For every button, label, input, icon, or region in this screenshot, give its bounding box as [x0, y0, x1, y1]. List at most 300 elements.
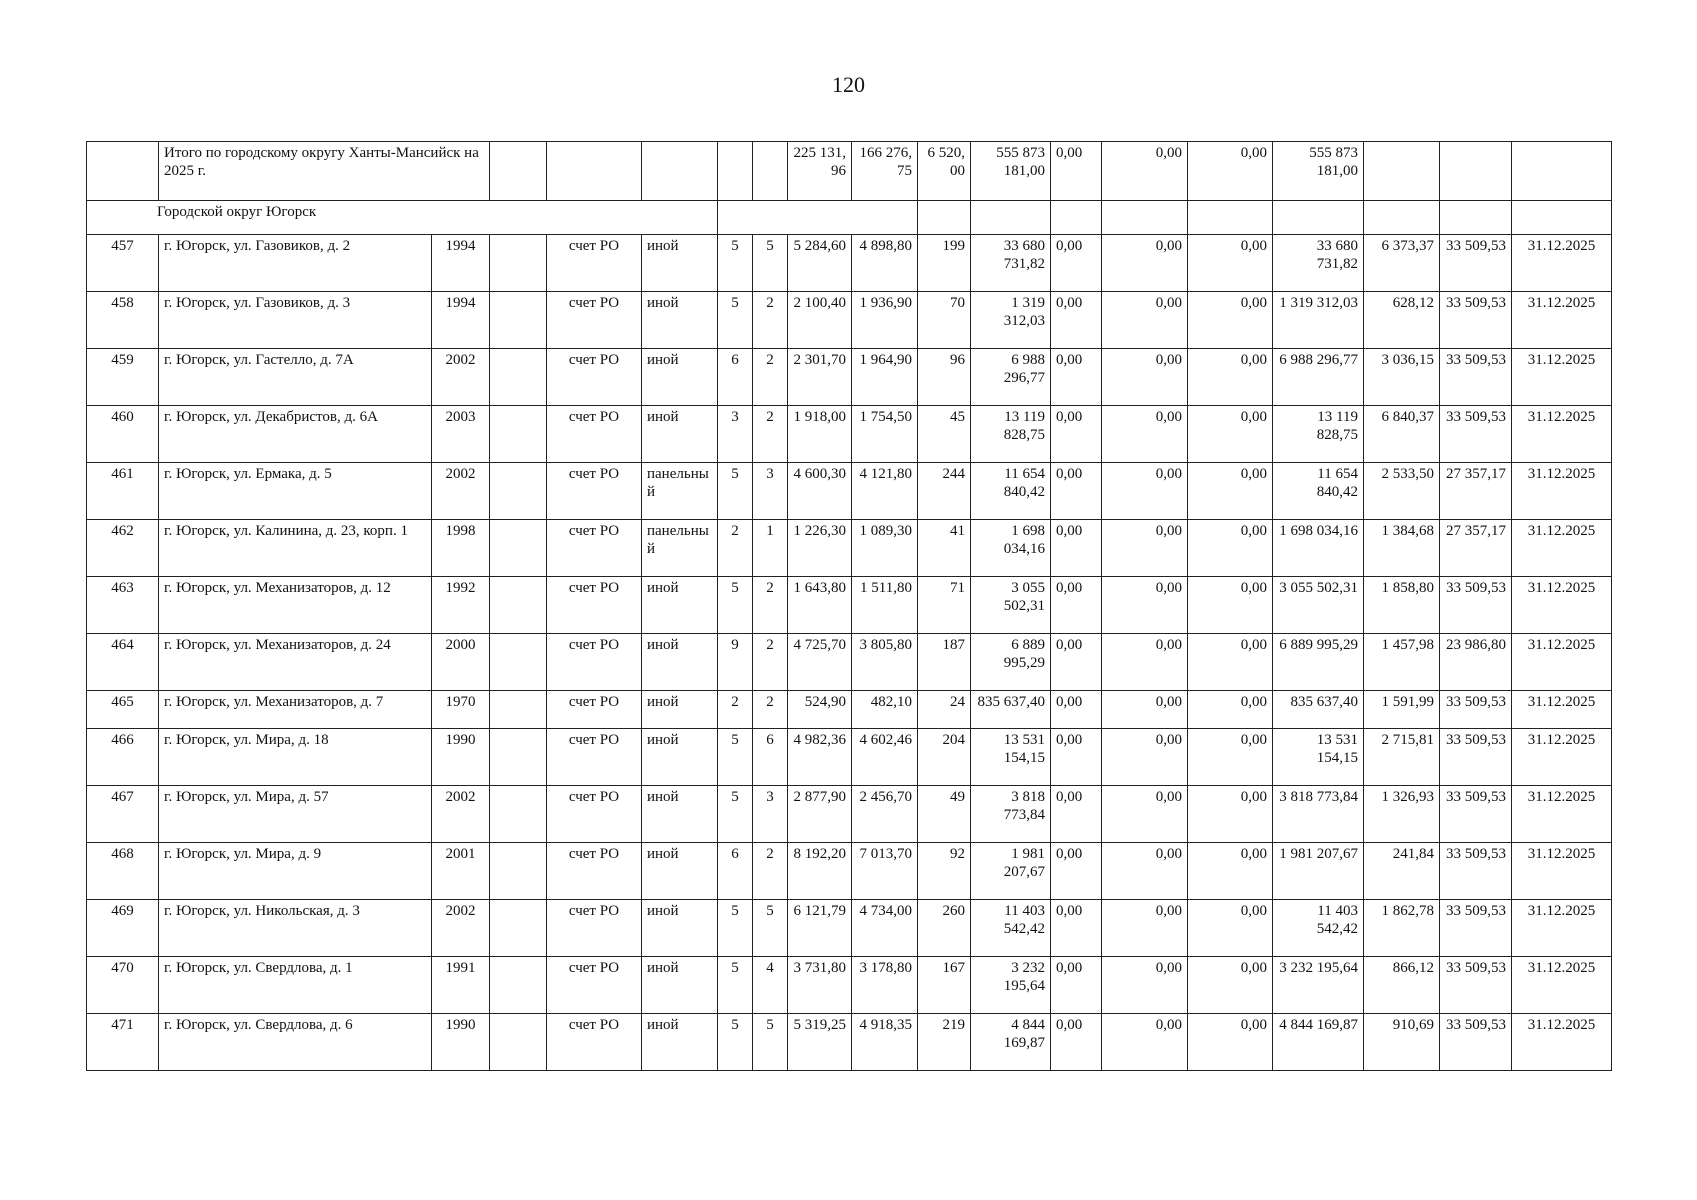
- fund-regional-cell: 0,00: [1102, 843, 1188, 900]
- section-row: [87, 201, 1612, 235]
- living-area-cell: 1 089,30: [852, 520, 918, 577]
- wall-material-cell: иной: [642, 843, 718, 900]
- residents-cell: 49: [918, 786, 971, 843]
- limit-cost-cell: 33 509,53: [1440, 349, 1512, 406]
- fund-local-cell: 0,00: [1188, 634, 1273, 691]
- fund-owners-cell: 6 889 995,29: [1273, 634, 1364, 691]
- fund-local-cell: 0,00: [1188, 786, 1273, 843]
- residents-cell: 199: [918, 235, 971, 292]
- section-title: Городской округ Югорск: [87, 201, 718, 235]
- account-type-cell: счет РО: [547, 634, 642, 691]
- fund-federal-cell: 0,00: [1051, 900, 1102, 957]
- fund-regional-cell: 0,00: [1102, 729, 1188, 786]
- table-row: [87, 957, 1612, 1014]
- account-type-cell: счет РО: [547, 843, 642, 900]
- living-area-cell: 3 805,80: [852, 634, 918, 691]
- limit-cost-cell: 33 509,53: [1440, 957, 1512, 1014]
- row-number-cell: 464: [87, 634, 159, 691]
- account-type-cell: счет РО: [547, 691, 642, 729]
- fund-federal-cell: 0,00: [1051, 235, 1102, 292]
- row-number-cell: 469: [87, 900, 159, 957]
- row-number-cell: 467: [87, 786, 159, 843]
- deadline-cell: 31.12.2025: [1512, 634, 1612, 691]
- limit-cost-cell: 33 509,53: [1440, 577, 1512, 634]
- repair-year-cell: [490, 235, 547, 292]
- fund-owners-cell: 6 988 296,77: [1273, 349, 1364, 406]
- table-row: [87, 729, 1612, 786]
- address-cell: г. Югорск, ул. Мира, д. 18: [159, 729, 432, 786]
- fund-owners-cell: 11 654 840,42: [1273, 463, 1364, 520]
- row-number-cell: 470: [87, 957, 159, 1014]
- row-number-cell: 462: [87, 520, 159, 577]
- total-fund-regional: 0,00: [1102, 142, 1188, 201]
- row-number-cell: 471: [87, 1014, 159, 1071]
- year-built-cell: 2001: [432, 843, 490, 900]
- residents-cell: 244: [918, 463, 971, 520]
- repair-year-cell: [490, 406, 547, 463]
- deadline-cell: 31.12.2025: [1512, 235, 1612, 292]
- year-built-cell: 2003: [432, 406, 490, 463]
- deadline-cell: 31.12.2025: [1512, 900, 1612, 957]
- repair-year-cell: [490, 957, 547, 1014]
- fund-federal-cell: 0,00: [1051, 577, 1102, 634]
- year-built-cell: 1994: [432, 235, 490, 292]
- residents-cell: 24: [918, 691, 971, 729]
- repair-cost-cell: 1 319 312,03: [971, 292, 1051, 349]
- fund-owners-cell: 3 818 773,84: [1273, 786, 1364, 843]
- floors-cell: 5: [718, 577, 753, 634]
- address-cell: г. Югорск, ул. Декабристов, д. 6А: [159, 406, 432, 463]
- floors-cell: 5: [718, 729, 753, 786]
- wall-material-cell: иной: [642, 691, 718, 729]
- year-built-cell: 2002: [432, 463, 490, 520]
- table-row: [87, 406, 1612, 463]
- limit-cost-cell: 33 509,53: [1440, 786, 1512, 843]
- residents-cell: 187: [918, 634, 971, 691]
- cost-per-m2-cell: 628,12: [1364, 292, 1440, 349]
- repair-cost-cell: 13 119 828,75: [971, 406, 1051, 463]
- fund-federal-cell: 0,00: [1051, 406, 1102, 463]
- entrances-cell: 1: [753, 520, 788, 577]
- row-number-cell: 463: [87, 577, 159, 634]
- account-type-cell: счет РО: [547, 957, 642, 1014]
- fund-federal-cell: 0,00: [1051, 691, 1102, 729]
- account-type-cell: счет РО: [547, 577, 642, 634]
- total-area-cell: 2 301,70: [788, 349, 852, 406]
- repair-year-cell: [490, 1014, 547, 1071]
- address-cell: г. Югорск, ул. Свердлова, д. 1: [159, 957, 432, 1014]
- living-area-cell: 1 511,80: [852, 577, 918, 634]
- entrances-cell: 2: [753, 691, 788, 729]
- fund-owners-cell: 13 119 828,75: [1273, 406, 1364, 463]
- account-type-cell: счет РО: [547, 729, 642, 786]
- living-area-cell: 3 178,80: [852, 957, 918, 1014]
- cost-per-m2-cell: 910,69: [1364, 1014, 1440, 1071]
- entrances-cell: 2: [753, 349, 788, 406]
- deadline-cell: 31.12.2025: [1512, 463, 1612, 520]
- limit-cost-cell: 33 509,53: [1440, 235, 1512, 292]
- row-number-cell: 466: [87, 729, 159, 786]
- repair-cost-cell: 13 531 154,15: [971, 729, 1051, 786]
- living-area-cell: 482,10: [852, 691, 918, 729]
- account-type-cell: счет РО: [547, 292, 642, 349]
- total-area-cell: 4 600,30: [788, 463, 852, 520]
- fund-federal-cell: 0,00: [1051, 634, 1102, 691]
- repair-year-cell: [490, 900, 547, 957]
- fund-regional-cell: 0,00: [1102, 957, 1188, 1014]
- residents-cell: 45: [918, 406, 971, 463]
- living-area-cell: 1 754,50: [852, 406, 918, 463]
- fund-owners-cell: 1 698 034,16: [1273, 520, 1364, 577]
- limit-cost-cell: 33 509,53: [1440, 406, 1512, 463]
- year-built-cell: 2002: [432, 349, 490, 406]
- deadline-cell: 31.12.2025: [1512, 786, 1612, 843]
- floors-cell: 9: [718, 634, 753, 691]
- total-area: 225 131,96: [788, 142, 852, 201]
- total-fund-local: 0,00: [1188, 142, 1273, 201]
- total-row: [87, 142, 1612, 201]
- entrances-cell: 6: [753, 729, 788, 786]
- fund-regional-cell: 0,00: [1102, 691, 1188, 729]
- wall-material-cell: панельный: [642, 463, 718, 520]
- total-area-cell: 1 918,00: [788, 406, 852, 463]
- total-area-cell: 5 319,25: [788, 1014, 852, 1071]
- table-row: [87, 235, 1612, 292]
- wall-material-cell: иной: [642, 577, 718, 634]
- repair-cost-cell: 11 403 542,42: [971, 900, 1051, 957]
- account-type-cell: счет РО: [547, 786, 642, 843]
- limit-cost-cell: 33 509,53: [1440, 1014, 1512, 1071]
- limit-cost-cell: 33 509,53: [1440, 729, 1512, 786]
- fund-local-cell: 0,00: [1188, 1014, 1273, 1071]
- entrances-cell: 4: [753, 957, 788, 1014]
- year-built-cell: 1990: [432, 729, 490, 786]
- repair-year-cell: [490, 729, 547, 786]
- deadline-cell: 31.12.2025: [1512, 349, 1612, 406]
- fund-local-cell: 0,00: [1188, 843, 1273, 900]
- account-type-cell: счет РО: [547, 349, 642, 406]
- repair-cost-cell: 835 637,40: [971, 691, 1051, 729]
- year-built-cell: 1992: [432, 577, 490, 634]
- floors-cell: 5: [718, 235, 753, 292]
- wall-material-cell: иной: [642, 292, 718, 349]
- floors-cell: 2: [718, 691, 753, 729]
- residents-cell: 41: [918, 520, 971, 577]
- deadline-cell: 31.12.2025: [1512, 1014, 1612, 1071]
- residents-cell: 71: [918, 577, 971, 634]
- cost-per-m2-cell: 241,84: [1364, 843, 1440, 900]
- living-area-cell: 2 456,70: [852, 786, 918, 843]
- fund-local-cell: 0,00: [1188, 406, 1273, 463]
- wall-material-cell: иной: [642, 729, 718, 786]
- row-number-cell: 457: [87, 235, 159, 292]
- repair-cost-cell: 3 055 502,31: [971, 577, 1051, 634]
- fund-local-cell: 0,00: [1188, 900, 1273, 957]
- fund-owners-cell: 1 319 312,03: [1273, 292, 1364, 349]
- residents-cell: 96: [918, 349, 971, 406]
- fund-federal-cell: 0,00: [1051, 292, 1102, 349]
- total-area-cell: 6 121,79: [788, 900, 852, 957]
- repair-year-cell: [490, 349, 547, 406]
- row-number-cell: 468: [87, 843, 159, 900]
- table-row: [87, 292, 1612, 349]
- limit-cost-cell: 27 357,17: [1440, 463, 1512, 520]
- deadline-cell: 31.12.2025: [1512, 729, 1612, 786]
- repair-cost-cell: 11 654 840,42: [971, 463, 1051, 520]
- address-cell: г. Югорск, ул. Механизаторов, д. 24: [159, 634, 432, 691]
- repair-year-cell: [490, 292, 547, 349]
- fund-regional-cell: 0,00: [1102, 634, 1188, 691]
- fund-federal-cell: 0,00: [1051, 520, 1102, 577]
- entrances-cell: 5: [753, 900, 788, 957]
- floors-cell: 5: [718, 463, 753, 520]
- total-label: Итого по городскому округу Ханты-Мансийск на 2025 г.: [159, 142, 490, 201]
- total-area-cell: 2 100,40: [788, 292, 852, 349]
- living-area-cell: 1 964,90: [852, 349, 918, 406]
- cost-per-m2-cell: 1 457,98: [1364, 634, 1440, 691]
- wall-material-cell: панельный: [642, 520, 718, 577]
- wall-material-cell: иной: [642, 900, 718, 957]
- fund-owners-cell: 3 232 195,64: [1273, 957, 1364, 1014]
- repair-cost-cell: 6 988 296,77: [971, 349, 1051, 406]
- repair-year-cell: [490, 634, 547, 691]
- row-number-cell: 461: [87, 463, 159, 520]
- residents-cell: 167: [918, 957, 971, 1014]
- total-area-cell: 1 643,80: [788, 577, 852, 634]
- capital-repair-table: [86, 141, 1612, 1071]
- fund-federal-cell: 0,00: [1051, 843, 1102, 900]
- fund-regional-cell: 0,00: [1102, 900, 1188, 957]
- deadline-cell: 31.12.2025: [1512, 577, 1612, 634]
- address-cell: г. Югорск, ул. Газовиков, д. 2: [159, 235, 432, 292]
- table-row: [87, 900, 1612, 957]
- year-built-cell: 1991: [432, 957, 490, 1014]
- repair-year-cell: [490, 786, 547, 843]
- fund-owners-cell: 13 531 154,15: [1273, 729, 1364, 786]
- year-built-cell: 2000: [432, 634, 490, 691]
- fund-local-cell: 0,00: [1188, 520, 1273, 577]
- fund-regional-cell: 0,00: [1102, 786, 1188, 843]
- cost-per-m2-cell: 2 533,50: [1364, 463, 1440, 520]
- repair-cost-cell: 3 232 195,64: [971, 957, 1051, 1014]
- fund-owners-cell: 835 637,40: [1273, 691, 1364, 729]
- limit-cost-cell: 33 509,53: [1440, 843, 1512, 900]
- row-number-cell: 465: [87, 691, 159, 729]
- address-cell: г. Югорск, ул. Ермака, д. 5: [159, 463, 432, 520]
- repair-cost-cell: 6 889 995,29: [971, 634, 1051, 691]
- fund-owners-cell: 11 403 542,42: [1273, 900, 1364, 957]
- address-cell: г. Югорск, ул. Механизаторов, д. 12: [159, 577, 432, 634]
- living-area-cell: 4 734,00: [852, 900, 918, 957]
- address-cell: г. Югорск, ул. Мира, д. 9: [159, 843, 432, 900]
- total-residents: 6 520,00: [918, 142, 971, 201]
- wall-material-cell: иной: [642, 786, 718, 843]
- cost-per-m2-cell: 866,12: [1364, 957, 1440, 1014]
- deadline-cell: 31.12.2025: [1512, 957, 1612, 1014]
- fund-federal-cell: 0,00: [1051, 729, 1102, 786]
- fund-federal-cell: 0,00: [1051, 1014, 1102, 1071]
- year-built-cell: 1998: [432, 520, 490, 577]
- repair-year-cell: [490, 520, 547, 577]
- total-area-cell: 5 284,60: [788, 235, 852, 292]
- floors-cell: 5: [718, 900, 753, 957]
- entrances-cell: 2: [753, 634, 788, 691]
- floors-cell: 6: [718, 349, 753, 406]
- fund-local-cell: 0,00: [1188, 463, 1273, 520]
- living-area-cell: 7 013,70: [852, 843, 918, 900]
- total-area-cell: 4 725,70: [788, 634, 852, 691]
- floors-cell: 2: [718, 520, 753, 577]
- table-row: [87, 634, 1612, 691]
- page-number: 120: [832, 72, 865, 97]
- address-cell: г. Югорск, ул. Мира, д. 57: [159, 786, 432, 843]
- limit-cost-cell: 33 509,53: [1440, 900, 1512, 957]
- fund-local-cell: 0,00: [1188, 349, 1273, 406]
- residents-cell: 70: [918, 292, 971, 349]
- year-built-cell: 1970: [432, 691, 490, 729]
- table-row: [87, 786, 1612, 843]
- limit-cost-cell: 23 986,80: [1440, 634, 1512, 691]
- address-cell: г. Югорск, ул. Механизаторов, д. 7: [159, 691, 432, 729]
- fund-regional-cell: 0,00: [1102, 406, 1188, 463]
- address-cell: г. Югорск, ул. Свердлова, д. 6: [159, 1014, 432, 1071]
- total-cost: 555 873 181,00: [971, 142, 1051, 201]
- fund-regional-cell: 0,00: [1102, 235, 1188, 292]
- residents-cell: 260: [918, 900, 971, 957]
- table-row: [87, 349, 1612, 406]
- table-row: [87, 691, 1612, 729]
- deadline-cell: 31.12.2025: [1512, 292, 1612, 349]
- residents-cell: 219: [918, 1014, 971, 1071]
- limit-cost-cell: 27 357,17: [1440, 520, 1512, 577]
- fund-local-cell: 0,00: [1188, 691, 1273, 729]
- fund-local-cell: 0,00: [1188, 577, 1273, 634]
- address-cell: г. Югорск, ул. Калинина, д. 23, корп. 1: [159, 520, 432, 577]
- fund-federal-cell: 0,00: [1051, 463, 1102, 520]
- row-number-cell: 459: [87, 349, 159, 406]
- account-type-cell: счет РО: [547, 406, 642, 463]
- cost-per-m2-cell: 6 373,37: [1364, 235, 1440, 292]
- fund-local-cell: 0,00: [1188, 235, 1273, 292]
- account-type-cell: счет РО: [547, 1014, 642, 1071]
- repair-year-cell: [490, 843, 547, 900]
- entrances-cell: 2: [753, 577, 788, 634]
- deadline-cell: 31.12.2025: [1512, 843, 1612, 900]
- wall-material-cell: иной: [642, 406, 718, 463]
- repair-cost-cell: 4 844 169,87: [971, 1014, 1051, 1071]
- table-row: [87, 1014, 1612, 1071]
- repair-year-cell: [490, 577, 547, 634]
- repair-year-cell: [490, 463, 547, 520]
- fund-local-cell: 0,00: [1188, 729, 1273, 786]
- living-area-cell: 4 121,80: [852, 463, 918, 520]
- cost-per-m2-cell: 1 862,78: [1364, 900, 1440, 957]
- entrances-cell: 2: [753, 843, 788, 900]
- deadline-cell: 31.12.2025: [1512, 520, 1612, 577]
- fund-local-cell: 0,00: [1188, 957, 1273, 1014]
- fund-regional-cell: 0,00: [1102, 520, 1188, 577]
- fund-owners-cell: 33 680 731,82: [1273, 235, 1364, 292]
- row-number-cell: 460: [87, 406, 159, 463]
- entrances-cell: 3: [753, 786, 788, 843]
- repair-cost-cell: 33 680 731,82: [971, 235, 1051, 292]
- total-area-cell: 3 731,80: [788, 957, 852, 1014]
- total-area-cell: 8 192,20: [788, 843, 852, 900]
- fund-regional-cell: 0,00: [1102, 349, 1188, 406]
- wall-material-cell: иной: [642, 957, 718, 1014]
- total-living-area: 166 276,75: [852, 142, 918, 201]
- cost-per-m2-cell: 1 384,68: [1364, 520, 1440, 577]
- limit-cost-cell: 33 509,53: [1440, 292, 1512, 349]
- repair-cost-cell: 1 698 034,16: [971, 520, 1051, 577]
- floors-cell: 5: [718, 786, 753, 843]
- year-built-cell: 2002: [432, 900, 490, 957]
- account-type-cell: счет РО: [547, 463, 642, 520]
- floors-cell: 3: [718, 406, 753, 463]
- total-fund-owners: 555 873 181,00: [1273, 142, 1364, 201]
- cost-per-m2-cell: 6 840,37: [1364, 406, 1440, 463]
- table-row: [87, 463, 1612, 520]
- account-type-cell: счет РО: [547, 520, 642, 577]
- entrances-cell: 2: [753, 406, 788, 463]
- deadline-cell: 31.12.2025: [1512, 406, 1612, 463]
- table-row: [87, 577, 1612, 634]
- cost-per-m2-cell: 1 326,93: [1364, 786, 1440, 843]
- total-fund-fed: 0,00: [1051, 142, 1102, 201]
- floors-cell: 5: [718, 957, 753, 1014]
- fund-federal-cell: 0,00: [1051, 349, 1102, 406]
- address-cell: г. Югорск, ул. Никольская, д. 3: [159, 900, 432, 957]
- year-built-cell: 1990: [432, 1014, 490, 1071]
- limit-cost-cell: 33 509,53: [1440, 691, 1512, 729]
- total-area-cell: 524,90: [788, 691, 852, 729]
- year-built-cell: 1994: [432, 292, 490, 349]
- row-number-cell: 458: [87, 292, 159, 349]
- floors-cell: 5: [718, 292, 753, 349]
- account-type-cell: счет РО: [547, 235, 642, 292]
- cost-per-m2-cell: 2 715,81: [1364, 729, 1440, 786]
- repair-cost-cell: 1 981 207,67: [971, 843, 1051, 900]
- wall-material-cell: иной: [642, 634, 718, 691]
- cost-per-m2-cell: 1 858,80: [1364, 577, 1440, 634]
- fund-local-cell: 0,00: [1188, 292, 1273, 349]
- living-area-cell: 1 936,90: [852, 292, 918, 349]
- repair-year-cell: [490, 691, 547, 729]
- entrances-cell: 5: [753, 235, 788, 292]
- living-area-cell: 4 602,46: [852, 729, 918, 786]
- wall-material-cell: иной: [642, 349, 718, 406]
- year-built-cell: 2002: [432, 786, 490, 843]
- address-cell: г. Югорск, ул. Гастелло, д. 7А: [159, 349, 432, 406]
- entrances-cell: 2: [753, 292, 788, 349]
- fund-regional-cell: 0,00: [1102, 577, 1188, 634]
- cost-per-m2-cell: 1 591,99: [1364, 691, 1440, 729]
- fund-regional-cell: 0,00: [1102, 292, 1188, 349]
- fund-regional-cell: 0,00: [1102, 463, 1188, 520]
- fund-owners-cell: 1 981 207,67: [1273, 843, 1364, 900]
- fund-regional-cell: 0,00: [1102, 1014, 1188, 1071]
- entrances-cell: 5: [753, 1014, 788, 1071]
- deadline-cell: 31.12.2025: [1512, 691, 1612, 729]
- table-row: [87, 520, 1612, 577]
- residents-cell: 92: [918, 843, 971, 900]
- residents-cell: 204: [918, 729, 971, 786]
- repair-cost-cell: 3 818 773,84: [971, 786, 1051, 843]
- cost-per-m2-cell: 3 036,15: [1364, 349, 1440, 406]
- fund-federal-cell: 0,00: [1051, 786, 1102, 843]
- fund-owners-cell: 4 844 169,87: [1273, 1014, 1364, 1071]
- wall-material-cell: иной: [642, 235, 718, 292]
